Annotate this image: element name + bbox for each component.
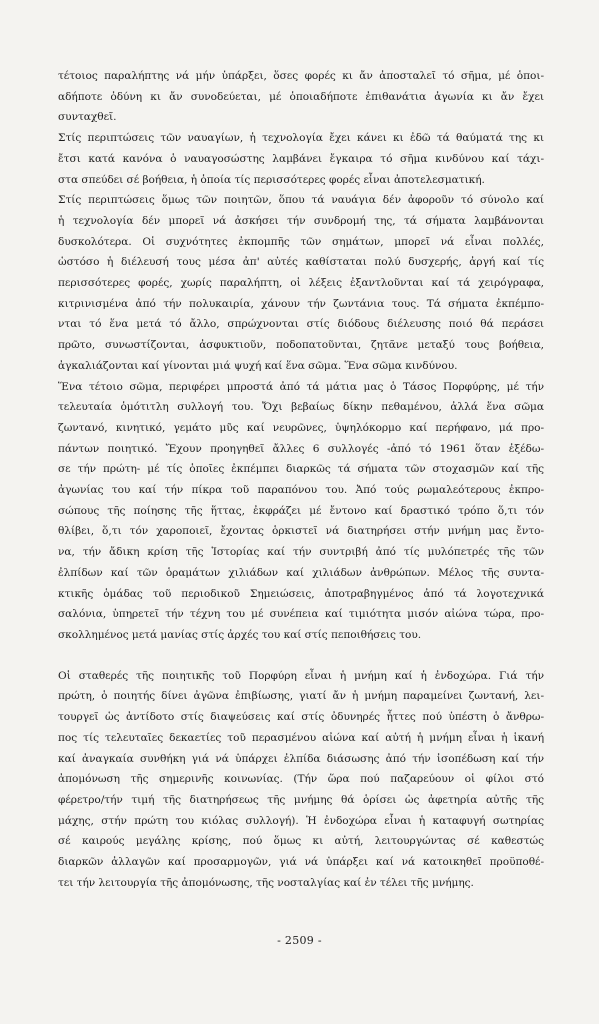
text-line: σώπους τῆς ποίησης τῆς ἥττας, ἐκφράζει μέ ἔντονο καί δραστικό τρόπο ὅ,τι τόν bbox=[58, 504, 544, 517]
paragraph-3 bbox=[58, 190, 544, 376]
text-line: νται τό ἕνα μετά τό ἄλλο, σπρώχνονται στίς διόδους διέλευσης ποιό θά περάσει bbox=[58, 318, 544, 331]
text-line: τέτοιος παραλήπτης νά μήν ὑπάρξει, ὅσες φορές κι ἄν ἀποσταλεῖ τό σῆμα, μέ ὁποι- bbox=[58, 70, 544, 82]
text-line: περισσότερες φορές, χωρίς παραλήπτη, οἱ λέξεις ἐξαντλοῦνται καί τά χειρόγραφα, bbox=[58, 277, 544, 290]
text-line: Στίς περιπτώσεις ὅμως τῶν ποιητῶν, ὅπου τά ναυάγια δέν ἀφοροῦν τό σύνολο καί bbox=[58, 194, 544, 207]
text-line: ζωντανό, κινητικό, γεμάτο μῦς καί νευρῶνες, ὑψηλόκορμο καί περήφανο, μά προ- bbox=[58, 421, 544, 434]
document-body bbox=[58, 66, 544, 893]
text-line: διαρκῶν ἀλλαγῶν καί προσαρμογῶν, γιά νά ὑπάρξει καί νά κατοικηθεῖ προϋποθέ- bbox=[58, 856, 544, 869]
text-line: πρώτη, ὁ ποιητής δίνει ἀγῶνα ἐπιβίωσης, γιατί ἄν ἡ μνήμη παραμείνει ζωντανή, λει- bbox=[58, 690, 544, 703]
text-line: σαλόνια, ὑπηρετεῖ τήν τέχνη του μέ συνέπεια καί τιμιότητα μισόν αἰώνα τώρα, προ- bbox=[58, 608, 544, 621]
text-line: στα σπεύδει σέ βοήθεια, ἡ ὁποία τίς περισσότερες φορές εἶναι ἀποτελεσματική. bbox=[58, 173, 485, 186]
text-line: μάχης, στήν πρώτη του κιόλας συλλογή). Ἡ ἐνδοχώρα εἶναι ἡ καταφυγή σωτηρίας bbox=[58, 814, 544, 827]
text-line: τει τήν λειτουργία τῆς ἀπομόνωσης, τῆς νοσταλγίας καί ἐν τέλει τῆς μνήμης. bbox=[58, 876, 474, 889]
text-line: Οἱ σταθερές τῆς ποιητικῆς τοῦ Πορφύρη εἶναι ἡ μνήμη καί ἡ ἐνδοχώρα. Γιά τήν bbox=[58, 669, 544, 682]
paragraph-5 bbox=[58, 666, 544, 894]
text-line: δυσκολότερα. Οἱ συχνότητες ἐκπομπῆς τῶν σημάτων, μπορεῖ νά εἶναι πολλές, bbox=[58, 235, 544, 248]
paragraph-4 bbox=[58, 377, 544, 646]
text-line: αδήποτε ὀδύνη κι ἄν συνοδεύεται, μέ ὁποιαδήποτε ἐπιθανάτια ἀγωνία κι ἄν ἔχει bbox=[58, 90, 544, 103]
text-line: πρῶτο, συνωστίζονται, ἀσφυκτιοῦν, ποδοπατοῦνται, ζητᾶνε μεταξύ τους βοήθεια, bbox=[58, 339, 544, 352]
text-line: πάντων ποιητικό. Ἔχουν προηγηθεῖ ἄλλες 6 συλλογές -ἀπό τό 1961 ὅταν ἐξέδω- bbox=[58, 442, 544, 455]
text-line: ἀγωνίας του καί τήν πίκρα τοῦ παραπόνου του. Ἀπό τούς ρωμαλεότερους ἐκπρο- bbox=[58, 484, 544, 497]
text-line: κτικῆς ὁμάδας τοῦ περιοδικοῦ Σημειώσεις, ἀποτραβηγμένος ἀπό τά λογοτεχνικά bbox=[58, 587, 544, 600]
text-line: ἐλπίδων καί τῶν ὁραμάτων χιλιάδων καί χιλιάδων ἀνθρώπων. Μέλος τῆς συντα- bbox=[58, 566, 544, 579]
text-line: ὡστόσο ἡ διέλευσή τους μέσα ἀπ' αὐτές καθίσταται πολύ δυσχερής, ἀργή καί τίς bbox=[58, 256, 544, 269]
text-line: Στίς περιπτώσεις τῶν ναυαγίων, ἡ τεχνολογία ἔχει κάνει κι ἐδῶ τά θαύματά της κι bbox=[58, 132, 544, 145]
text-line: φέρετρο/τήν τιμή τῆς διατηρήσεως τῆς μνήμης θά ὁρίσει ὡς ἀφετηρία αὐτῆς τῆς bbox=[58, 793, 544, 806]
text-line: να, τήν ἄδικη κρίση τῆς Ἱστορίας καί τήν συντριβή ἀπό τίς μυλόπετρές τῆς τῶν bbox=[58, 546, 544, 559]
text-line: ἡ τεχνολογία δέν μπορεῖ νά ἀσκήσει τήν συνδρομή της, τά σήματα λαμβάνονται bbox=[58, 214, 544, 227]
paragraph-2 bbox=[58, 128, 544, 190]
paragraph-1 bbox=[58, 66, 544, 128]
text-line: ἀπομόνωση τῆς σημερινῆς κοινωνίας. (Τήν ὥρα πού παζαρεύουν οἱ φίλοι στό bbox=[58, 773, 544, 786]
text-line: ἀγκαλιάζονται καί γίνονται μιά ψυχή καί ἕνα σῶμα. Ἕνα σῶμα κινδύνου. bbox=[58, 359, 458, 372]
text-line: καί ἀναγκαία συνθήκη γιά νά ὑπάρχει ἐλπίδα διάσωσης ἀπό τήν ἰσοπέδωση καί τήν bbox=[58, 752, 544, 765]
text-line: θλίβει, ὅ,τι τόν χαροποιεῖ, ἔχοντας ὁρκιστεῖ νά διατηρήσει στήν μνήμη μας ἔντο- bbox=[58, 525, 544, 538]
text-line: κιτρινισμένα ἀπό τήν πολυκαιρία, χάνουν τήν ζωντάνια τους. Τά σήματα ἐκπέμπο- bbox=[58, 297, 544, 310]
text-line: σέ καιρούς μεγάλης κρίσης, πού ὅμως κι αὐτή, λειτουργώντας σέ καθεστώς bbox=[58, 835, 544, 848]
text-line: σε τήν πρώτη- μέ τίς ὁποῖες ἐκπέμπει διαρκῶς τά σήματα τῶν στοχασμῶν καί τῆς bbox=[58, 463, 544, 476]
page-number: - 2509 - bbox=[277, 934, 322, 947]
paragraph-spacer bbox=[58, 646, 544, 666]
text-line: σκολλημένος μετά μανίας στίς ἀρχές του καί στίς πεποιθήσεις του. bbox=[58, 628, 422, 641]
text-line: συνταχθεῖ. bbox=[58, 111, 117, 124]
text-line: τουργεῖ ὡς ἀντίδοτο στίς διαψεύσεις καί στίς ὀδυνηρές ἧττες πού ὑπέστη ὁ ἄνθρω- bbox=[58, 711, 544, 724]
text-line: Ἕνα τέτοιο σῶμα, περιφέρει μπροστά ἀπό τά μάτια μας ὁ Τάσος Πορφύρης, μέ τήν bbox=[58, 380, 544, 393]
text-line: πος τίς τελευταῖες δεκαετίες τοῦ περασμένου αἰώνα καί αὐτή ἡ μνήμη εἶναι ἡ ἱκανή bbox=[58, 731, 544, 744]
text-line: ἔτσι κατά κανόνα ὁ ναυαγοσώστης λαμβάνει ἔγκαιρα τό σῆμα κινδύνου καί τάχι- bbox=[58, 152, 544, 165]
text-line: τελευταία ὁμότιτλη συλλογή του. Ὄχι βεβαίως δίκην πεθαμένου, ἀλλά ἕνα σῶμα bbox=[58, 401, 544, 414]
